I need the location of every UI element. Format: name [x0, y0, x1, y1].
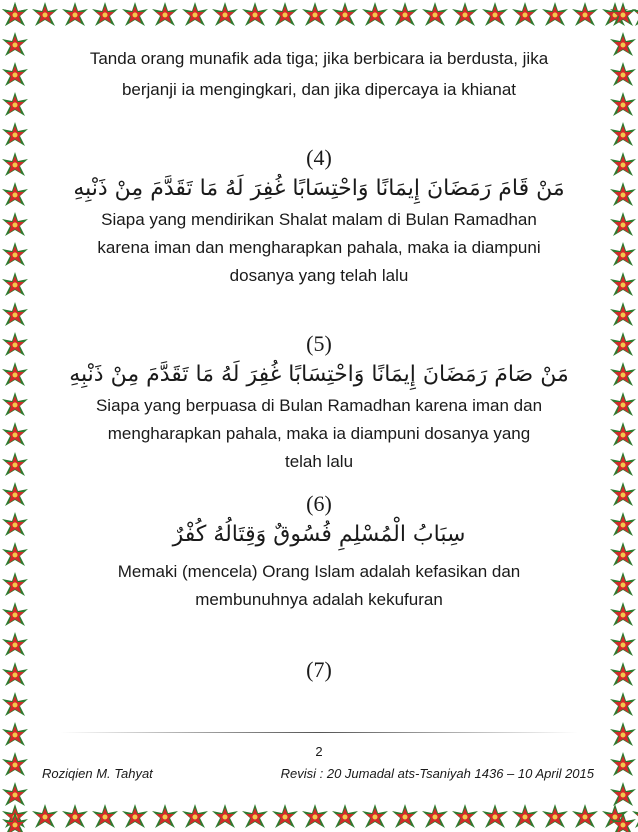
hadith-6-arabic: سِبَابُ الْمُسْلِمِ فُسُوقٌ وَقِتَالُهُ كُفْرٌ [172, 522, 466, 547]
intro-line-1: Tanda orang munafik ada tiga; jika berbicara ia berdusta, jika [89, 49, 549, 68]
hadith-5-section [38, 330, 600, 476]
hadith-5-line-1: Siapa yang berpuasa di Bulan Ramadhan karena iman dan [95, 396, 543, 415]
hadith-6-section [38, 490, 600, 614]
hadith-4-section [38, 144, 600, 290]
page-number: 2 [315, 744, 323, 759]
page-content [38, 48, 600, 684]
hadith-5-line-3: telah lalu [284, 452, 354, 471]
hadith-4-line-1: Siapa yang mendirikan Shalat malam di Bulan Ramadhan [101, 210, 537, 229]
footer-divider [60, 732, 578, 733]
flower-border-left [0, 0, 30, 832]
hadith-4-line-3: dosanya yang telah lalu [229, 266, 409, 285]
flower-border-top [0, 0, 638, 30]
hadith-5-line-2: mengharapkan pahala, maka ia diampuni dosanya yang [107, 424, 531, 443]
hadith-4-line-2: karena iman dan mengharapkan pahala, maka ia diampuni [97, 238, 541, 257]
hadith-6-line-2: membunuhnya adalah kekufuran [195, 590, 443, 609]
hadith-6-line-1: Memaki (mencela) Orang Islam adalah kefasikan dan [117, 562, 521, 581]
intro-line-2: berjanji ia mengingkari, dan jika dipercaya ia khianat [121, 80, 517, 99]
hadith-5-number: (5) [306, 331, 332, 356]
hadith-4-number: (4) [306, 145, 332, 170]
hadith-6-number: (6) [306, 491, 332, 516]
hadith-4-arabic: مَنْ قَامَ رَمَضَانَ إِيمَانًا وَاحْتِسَابًا غُفِرَ لَهُ مَا تَقَدَّمَ مِنْ ذَنْبِهِ [73, 176, 565, 201]
flower-border-right [608, 0, 638, 832]
hadith-7-number: (7) [306, 657, 332, 682]
intro-section [38, 48, 600, 104]
hadith-5-arabic: مَنْ صَامَ رَمَضَانَ إِيمَانًا وَاحْتِسَابًا غُفِرَ لَهُ مَا تَقَدَّمَ مِنْ ذَنْبِهِ [69, 362, 569, 387]
footer-revision: Revisi : 20 Jumadal ats-Tsaniyah 1436 – 10 April 2015 [280, 766, 594, 781]
hadith-7-section [38, 656, 600, 684]
footer-author: Roziqien M. Tahyat [42, 766, 153, 781]
flower-border-bottom [0, 802, 638, 832]
